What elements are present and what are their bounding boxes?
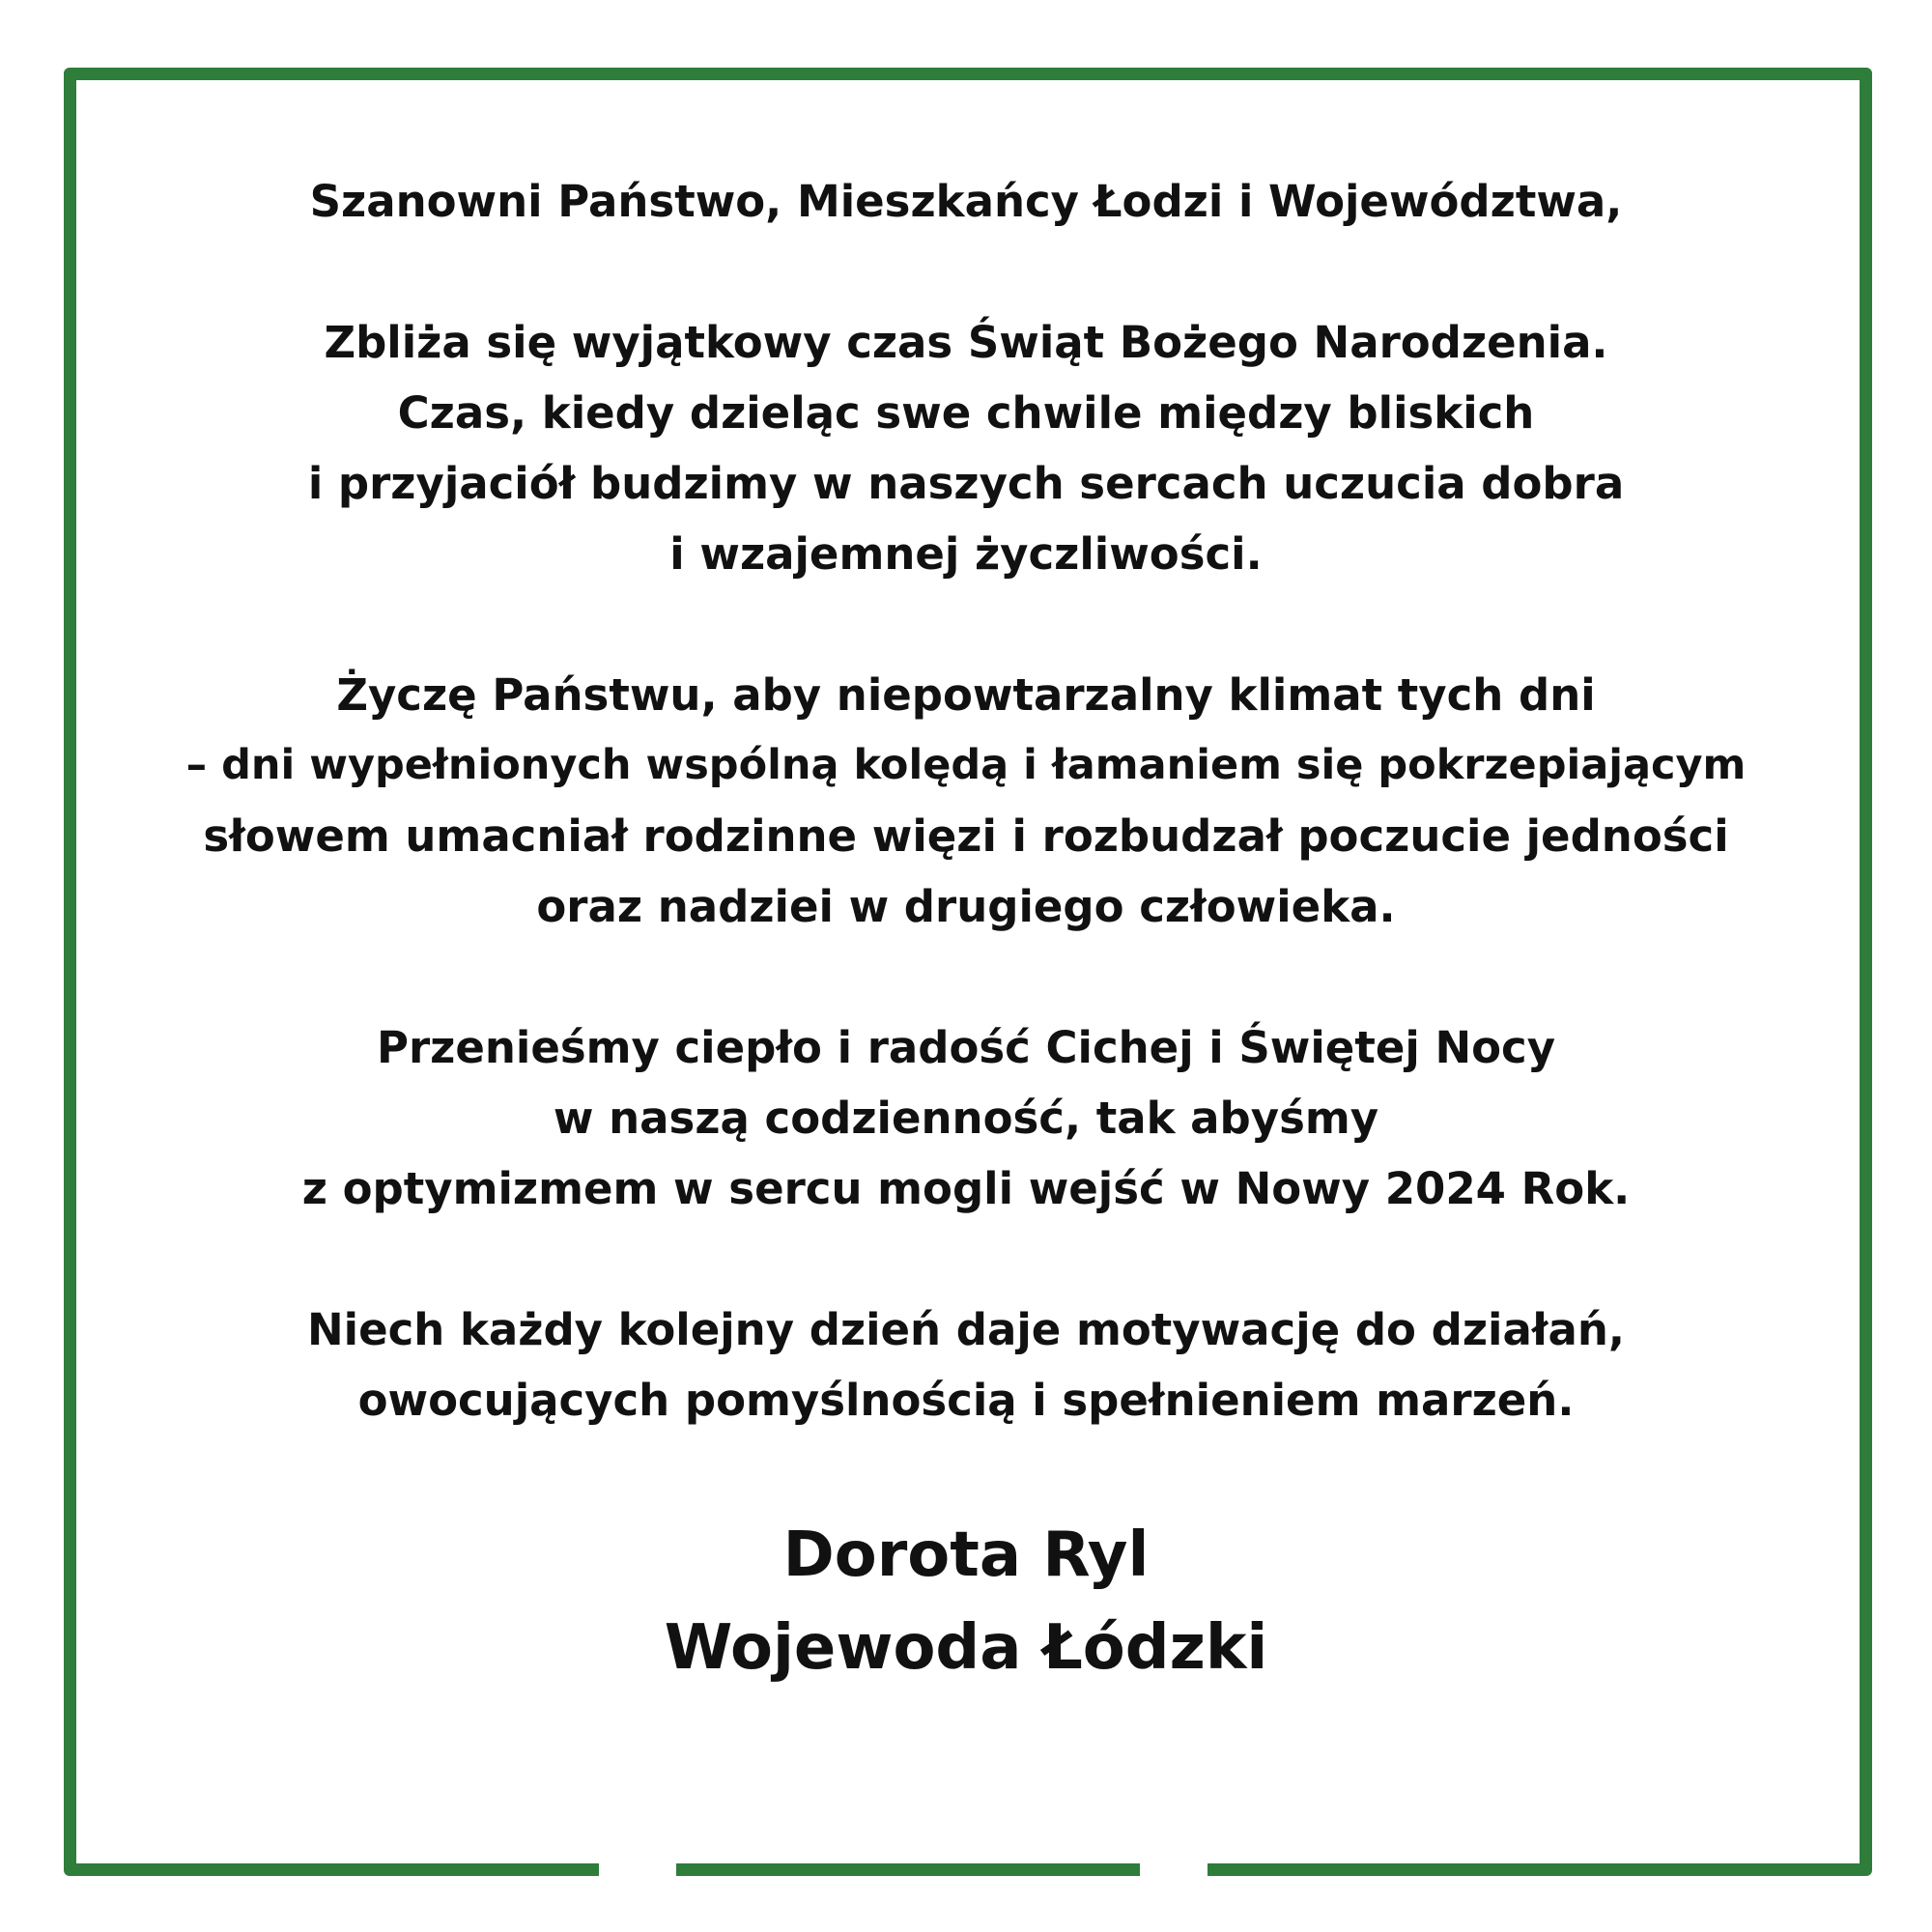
paragraph-1-line-3: i przyjaciół budzimy w naszych sercach uczucia dobra [307,458,1625,509]
paragraph-4-line-1: Niech każdy kolejny dzień daje motywację do działań, [306,1304,1626,1355]
frame-gap-right [1140,1860,1208,1883]
paragraph-2-line-4: oraz nadziei w drugiego człowieka. [536,881,1396,932]
paragraph-3-line-3: z optymizmem w sercu mogli wejść w Nowy 2024 Rok. [301,1163,1631,1214]
frame-gap-left [599,1860,676,1883]
letter-body [87,166,1845,1694]
paragraph-1-line-1: Zbliża się wyjątkowy czas Świąt Bożego Narodzenia. [324,317,1608,368]
paragraph-4-line-2: owocujących pomyślnością i spełnieniem marzeń. [357,1375,1575,1426]
paragraph-2-line-1: Życzę Państwu, aby niepowtarzalny klimat tych dni [336,669,1596,721]
paragraph-3-line-2: w naszą codzienność, tak abyśmy [553,1093,1379,1144]
paragraph-2-line-2: – dni wypełnionych wspólną kolędą i łamaniem się pokrzepiającym [185,741,1747,789]
signature-name: Dorota Ryl [782,1520,1150,1591]
greeting-line: Szanowni Państwo, Mieszkańcy Łodzi i Województwa, [309,176,1623,227]
paragraph-1-line-2: Czas, kiedy dzieląc swe chwile między bliskich [397,387,1535,439]
paragraph-3-line-1: Przenieśmy ciepło i radość Cichej i Świętej Nocy [376,1022,1556,1073]
paragraph-2-line-3: słowem umacniał rodzinne więzi i rozbudzał poczucie jedności [203,810,1729,862]
paragraph-1-line-4: i wzajemnej życzliwości. [669,528,1263,580]
signature-title: Wojewoda Łódzki [664,1612,1268,1684]
